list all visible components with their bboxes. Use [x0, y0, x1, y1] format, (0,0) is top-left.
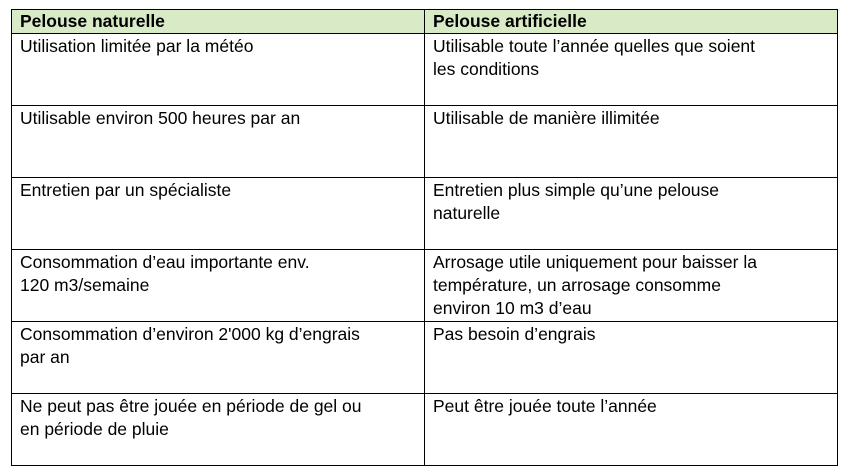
table-cell [12, 394, 425, 466]
cell-text: Consommation d’eau importante env. 120 m3/semaine [20, 252, 310, 295]
comparison-table [11, 9, 838, 466]
cell-text: Utilisable environ 500 heures par an [20, 108, 301, 128]
table-cell [12, 250, 425, 322]
table-header-row [12, 10, 838, 34]
table-cell [12, 106, 425, 178]
table-row [12, 106, 838, 178]
cell-text: Utilisable toute l’année quelles que soient les conditions [433, 36, 756, 79]
table-cell [425, 250, 838, 322]
cell-text: Pas besoin d’engrais [433, 324, 596, 344]
cell-text: Arrosage utile uniquement pour baisser la température, un arrosage consomme environ 10 m3 d’eau [433, 252, 757, 318]
table-row [12, 178, 838, 250]
cell-text: Peut être jouée toute l’année [433, 396, 657, 416]
table-cell [425, 178, 838, 250]
table-cell [12, 34, 425, 106]
table-cell [425, 394, 838, 466]
header-artificial-grass: Pelouse artificielle [425, 10, 838, 34]
cell-text: Entretien par un spécialiste [20, 180, 232, 200]
table-row [12, 322, 838, 394]
cell-text: Entretien plus simple qu’une pelouse naturelle [433, 180, 720, 223]
cell-text: Utilisable de manière illimitée [433, 108, 660, 128]
cell-text: Utilisation limitée par la météo [20, 36, 254, 56]
table-cell [12, 322, 425, 394]
cell-text: Ne peut pas être jouée en période de gel ou en période de pluie [20, 396, 362, 439]
table-cell [425, 106, 838, 178]
header-natural-grass: Pelouse naturelle [12, 10, 425, 34]
table-row [12, 34, 838, 106]
table-row [12, 250, 838, 322]
table-cell [425, 34, 838, 106]
table-cell [12, 178, 425, 250]
table-row [12, 394, 838, 466]
table-cell [425, 322, 838, 394]
cell-text: Consommation d’environ 2'000 kg d’engrais par an [20, 324, 360, 367]
